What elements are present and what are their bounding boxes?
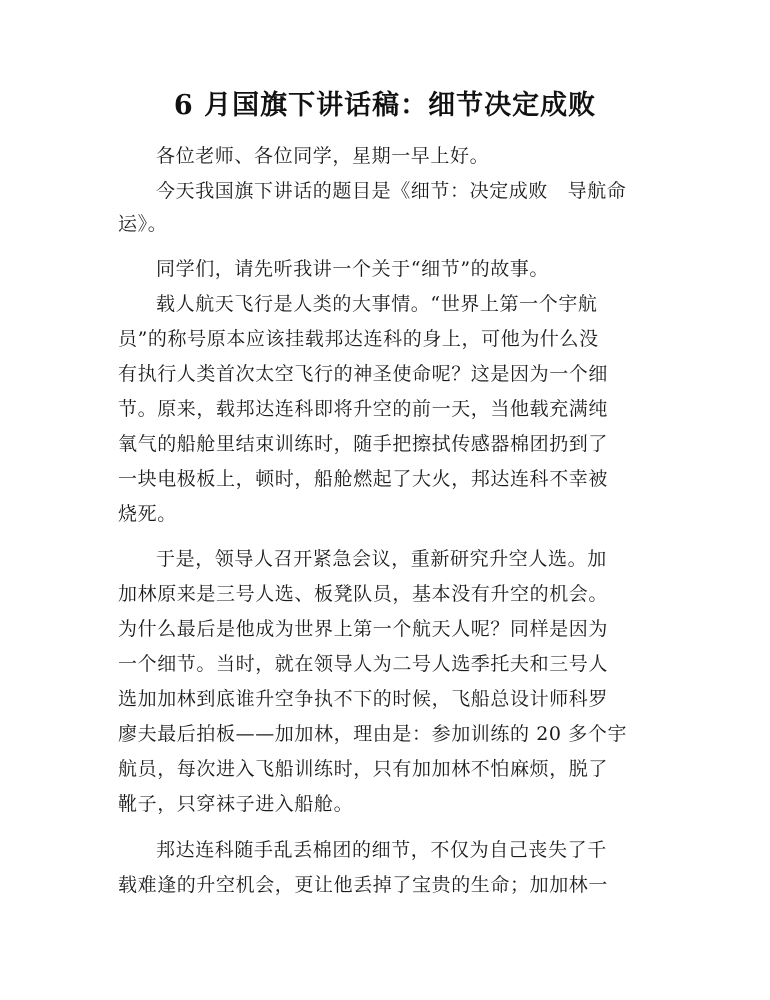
paragraph-line: 廖夫最后拍板——加加林，理由是：参加训练的 20 多个宇 — [118, 723, 628, 745]
paragraph-line: 一块电极板上，顿时，船舱燃起了大火，邦达连科不幸被 — [118, 468, 609, 490]
paragraph-line: 于是，领导人召开紧急会议，重新研究升空人选。加 — [156, 548, 607, 570]
paragraph-line: 运》。 — [118, 213, 168, 235]
paragraph-line: 载人航天飞行是人类的大事情。“世界上第一个宇航 — [156, 293, 598, 315]
document-title: 6 月国旗下讲话稿：细节决定成败 — [173, 90, 597, 121]
paragraph-line: 靴子，只穿袜子进入船舱。 — [118, 793, 354, 815]
paragraph-line: 为什么最后是他成为世界上第一个航天人呢？同样是因为 — [118, 618, 609, 640]
paragraph-line: 选加加林到底谁升空争执不下的时候，飞船总设计师科罗 — [118, 688, 609, 710]
paragraph-line: 氧气的船舱里结束训练时，随手把擦拭传感器棉团扔到了 — [118, 433, 609, 455]
paragraph-line: 一个细节。当时，就在领导人为二号人选季托夫和三号人 — [118, 653, 609, 675]
paragraph-line: 加林原来是三号人选、板凳队员，基本没有升空的机会。 — [118, 583, 609, 605]
paragraph-line: 邦达连科随手乱丢棉团的细节，不仅为自己丧失了千 — [156, 839, 607, 861]
paragraph-line: 同学们，请先听我讲一个关于“细节”的故事。 — [156, 258, 550, 280]
paragraph-line: 烧死。 — [118, 503, 177, 525]
paragraph-line: 航员，每次进入飞船训练时，只有加加林不怕麻烦，脱了 — [118, 758, 609, 780]
paragraph-line: 有执行人类首次太空飞行的神圣使命呢？这是因为一个细 — [118, 363, 609, 385]
paragraph-line: 节。原来，载邦达连科即将升空的前一天，当他载充满纯 — [118, 398, 609, 420]
paragraph-line: 今天我国旗下讲话的题目是《细节：决定成败 导航命 — [156, 180, 627, 202]
paragraph-line: 员”的称号原本应该挂载邦达连科的身上，可他为什么没 — [118, 328, 599, 350]
paragraph-line: 各位老师、各位同学，星期一早上好。 — [156, 145, 490, 167]
paragraph-line: 载难逢的升空机会，更让他丢掉了宝贵的生命；加加林一 — [118, 874, 609, 896]
